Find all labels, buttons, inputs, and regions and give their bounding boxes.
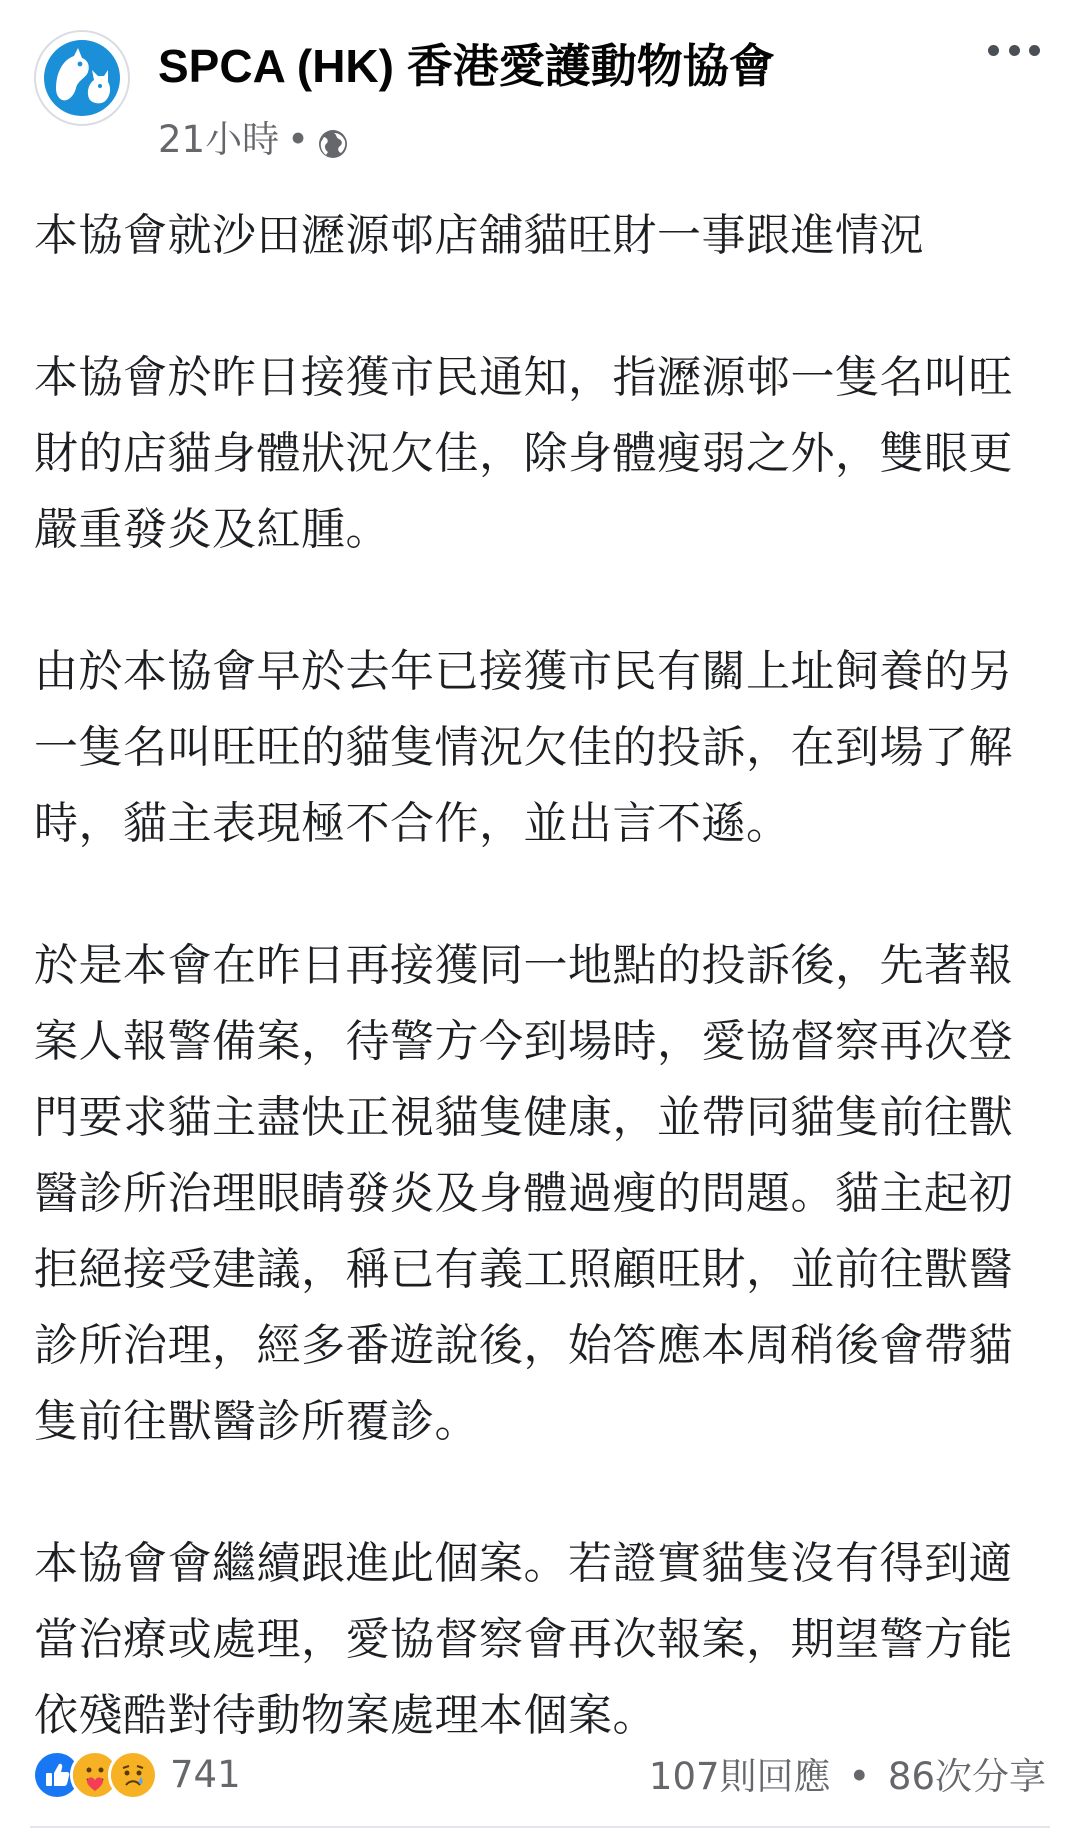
post-footer <box>0 1738 1080 1828</box>
more-dot <box>1029 45 1040 56</box>
post-meta <box>158 116 349 164</box>
page-name[interactable]: SPCA (HK) 香港愛護動物協會 <box>158 40 775 92</box>
post-paragraph: 於是本會在昨日再接獲同一地點的投訴後，先著報案人報警備案，待警方今到場時，愛協督察再次登門要求貓主盡快正視貓隻健康，並帶同貓隻前往獸醫診所治理眼睛發炎及身體過瘦的問題。貓主起初拒絕接受建議，稱已有義工照顧旺財，並前往獸醫診所治理，經多番遊說後，始答應本周稍後會帶貓隻前往獸醫診所覆診。 <box>34 940 1013 1447</box>
globe-icon[interactable] <box>317 124 349 156</box>
post-paragraph: 由於本協會早於去年已接獲市民有關上址飼養的另一隻名叫旺旺的貓隻情況欠佳的投訴，在到場了解時，貓主表現極不合作，並出言不遜。 <box>34 646 1013 849</box>
spca-logo-icon <box>42 38 122 118</box>
meta-separator: • <box>287 118 309 161</box>
post-header <box>0 0 1080 175</box>
more-dot <box>988 45 999 56</box>
comments-count-link[interactable]: 107則回應 <box>648 1755 831 1798</box>
reaction-count: 741 <box>170 1753 241 1796</box>
page-avatar[interactable] <box>34 30 130 126</box>
more-options-icon[interactable] <box>988 40 1040 60</box>
post-paragraph: 本協會會繼續跟進此個案。若證實貓隻沒有得到適當治療或處理，愛協督察會再次報案，期望警方能依殘酷對待動物案處理本個案。 <box>34 1538 1013 1741</box>
stats-separator: • <box>848 1755 871 1798</box>
post-timestamp[interactable]: 21小時 <box>158 118 280 161</box>
post-text <box>34 198 1054 1820</box>
post-title: 本協會就沙田瀝源邨店舖貓旺財一事跟進情況 <box>34 210 924 261</box>
sad-icon <box>108 1750 158 1800</box>
shares-count-link[interactable]: 86次分享 <box>887 1755 1046 1798</box>
reactions-summary[interactable] <box>32 1750 241 1800</box>
post-paragraph: 本協會於昨日接獲市民通知，指瀝源邨一隻名叫旺財的店貓身體狀況欠佳，除身體瘦弱之外，雙眼更嚴重發炎及紅腫。 <box>34 352 1013 555</box>
footer-divider <box>30 1826 1050 1828</box>
engagement-stats <box>649 1752 1046 1802</box>
more-dot <box>1009 45 1020 56</box>
